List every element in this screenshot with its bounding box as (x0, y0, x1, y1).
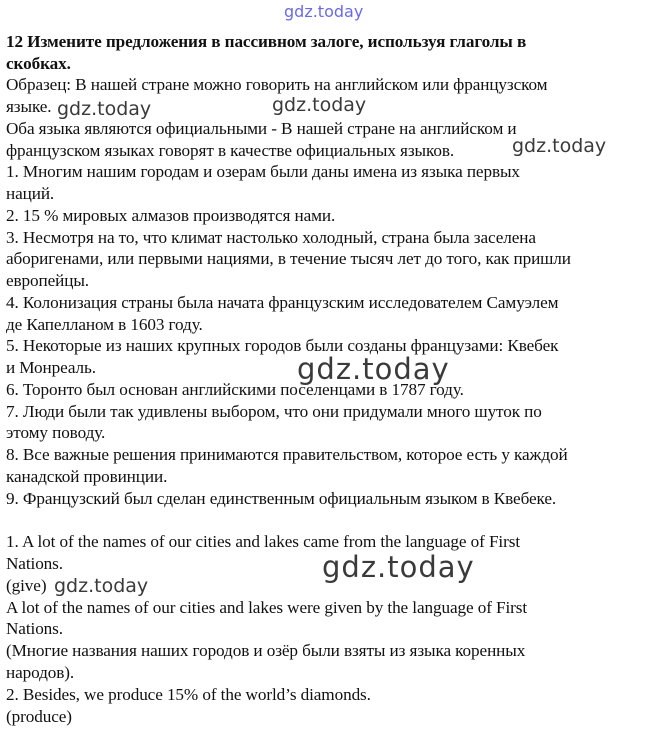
item-1-line-2: наций. (6, 184, 55, 203)
answer-1-original-line-2: Nations. (6, 554, 63, 573)
watermark-2: gdz.today (272, 94, 367, 116)
item-5-line-2: и Монреаль. (6, 358, 96, 377)
example-line-2: языке. (6, 97, 52, 116)
answer-2-verb: (produce) (6, 707, 72, 726)
answer-1-translation-line-2: народов). (6, 663, 75, 682)
exercise-heading-line-1: 12 Измените предложения в пассивном залоге, используя глаголы в (6, 32, 527, 51)
item-9-line-1: 9. Французский был сделан единственным официальным языком в Квебеке. (6, 489, 557, 508)
item-6-line-1: 6. Торонто был основан английскими поселенцами в 1787 году. (6, 380, 464, 399)
answer-1-verb: (give) (6, 576, 47, 595)
example-translation-line-1: Оба языка являются официальными - В нашей стране на английском и (6, 119, 517, 138)
answer-2-original-line-1: 2. Besides, we produce 15% of the world’s diamonds. (6, 685, 371, 704)
example-translation-line-2: французском языках говорят в качестве официальных языков. (6, 141, 455, 160)
watermark-4: gdz.today (297, 352, 450, 386)
answer-1-translation-line-1: (Многие названия наших городов и озёр были взяты из языка коренных (6, 641, 526, 660)
watermark-6: gdz.today (54, 575, 149, 597)
answer-1-original-line-1: 1. A lot of the names of our cities and lakes came from the language of First (6, 532, 520, 551)
watermark-5: gdz.today (322, 550, 475, 584)
example-line-1: Образец: В нашей стране можно говорить на английском или французском (6, 75, 548, 94)
answer-1-passive-line-2: Nations. (6, 619, 63, 638)
watermark-top: gdz.today (284, 2, 364, 21)
item-8-line-1: 8. Все важные решения принимаются правительством, которое есть у каждой (6, 445, 568, 464)
item-7-line-2: этому поводу. (6, 423, 106, 442)
item-4-line-1: 4. Колонизация страны была начата французским исследователем Самуэлем (6, 293, 559, 312)
item-4-line-2: де Капелланом в 1603 году. (6, 315, 203, 334)
item-2-line-1: 2. 15 % мировых алмазов производятся нами. (6, 206, 336, 225)
item-3-line-3: европейцы. (6, 271, 89, 290)
exercise-heading-line-2: скобках. (6, 54, 71, 73)
item-3-line-1: 3. Несмотря на то, что климат настолько холодный, страна была заселена (6, 228, 536, 247)
watermark-3: gdz.today (512, 135, 607, 157)
item-1-line-1: 1. Многим нашим городам и озерам были даны имена из языка первых (6, 162, 520, 181)
item-3-line-2: аборигенами, или первыми нациями, в течение тысяч лет до того, как пришли (6, 249, 571, 268)
answer-1-passive-line-1: A lot of the names of our cities and lakes were given by the language of First (6, 598, 528, 617)
item-5-line-1: 5. Некоторые из наших крупных городов были созданы французами: Квебек (6, 336, 559, 355)
item-7-line-1: 7. Люди были так удивлены выбором, что они придумали много шуток по (6, 402, 542, 421)
watermark-1: gdz.today (57, 98, 152, 120)
item-8-line-2: канадской провинции. (6, 467, 168, 486)
